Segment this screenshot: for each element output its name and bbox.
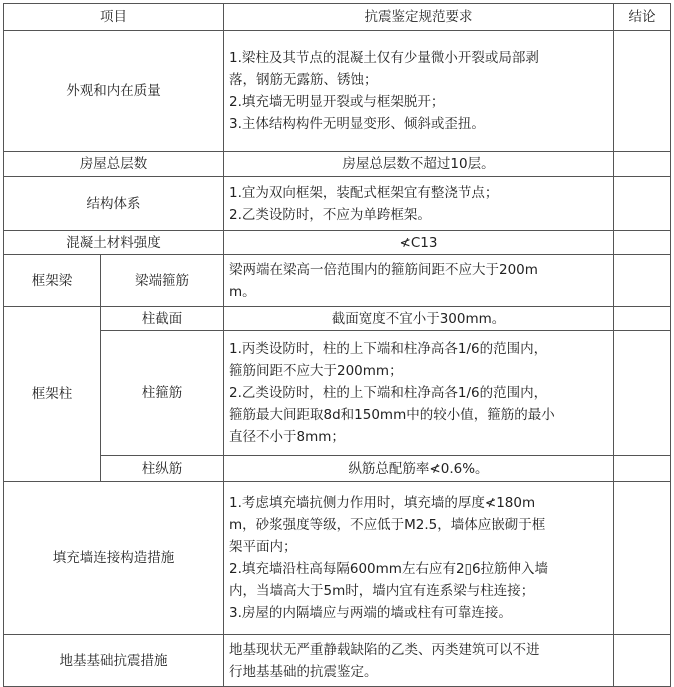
requirement-line: 箍筋最大间距取8d和150mm中的较小值，箍筋的最小 xyxy=(229,407,555,423)
group-label: 框架梁 xyxy=(4,255,101,307)
table-row xyxy=(4,31,671,152)
requirement-cell xyxy=(224,177,614,231)
result-cell xyxy=(614,152,671,177)
requirement-cell: 截面宽度不宜小于300mm。 xyxy=(224,307,614,331)
result-cell xyxy=(614,331,671,456)
requirement-line: m。 xyxy=(229,283,256,300)
requirement-line: 2.填充墙沿柱高每隔600mm左右应有2▯6拉筋伸入墙 xyxy=(229,561,549,577)
requirement-cell xyxy=(224,255,614,307)
result-cell xyxy=(614,231,671,255)
table-row xyxy=(4,456,671,482)
row-label: 柱截面 xyxy=(101,307,224,331)
header-row xyxy=(4,4,671,31)
requirement-cell xyxy=(224,31,614,152)
row-label: 柱纵筋 xyxy=(101,456,224,482)
table-row xyxy=(4,152,671,177)
group-label: 框架柱 xyxy=(4,307,101,482)
seismic-appraisal-table xyxy=(3,3,671,687)
requirement-cell: ≮C13 xyxy=(224,231,614,255)
table-row xyxy=(4,331,671,456)
requirement-line: 1.梁柱及其节点的混凝土仅有少量微小开裂或局部剥 xyxy=(229,50,539,66)
row-label: 结构体系 xyxy=(4,177,224,231)
requirement-line: 直径不小于8mm； xyxy=(229,429,345,445)
requirement-line: 3.主体结构构件无明显变形、倾斜或歪扭。 xyxy=(229,116,485,132)
requirement-cell xyxy=(224,635,614,687)
row-label: 柱箍筋 xyxy=(101,331,224,456)
table-row xyxy=(4,635,671,687)
table-row xyxy=(4,482,671,635)
row-label: 地基基础抗震措施 xyxy=(4,635,224,687)
requirement-line: 2.乙类设防时，柱的上下端和柱净高各1/6的范围内， xyxy=(229,385,548,401)
result-cell xyxy=(614,482,671,635)
result-cell xyxy=(614,177,671,231)
requirement-line: 1.丙类设防时，柱的上下端和柱净高各1/6的范围内， xyxy=(229,341,548,357)
requirement-line: 2.填充墙无明显开裂或与框架脱开； xyxy=(229,94,445,110)
requirement-line: 内，当墙高大于5m时，墙内宜有连系梁与柱连接； xyxy=(229,583,535,599)
requirement-cell xyxy=(224,482,614,635)
table-row xyxy=(4,255,671,307)
result-cell xyxy=(614,255,671,307)
row-label: 混凝土材料强度 xyxy=(4,231,224,255)
requirement-cell xyxy=(224,331,614,456)
header-item: 项目 xyxy=(4,4,224,31)
requirement-line: 梁两端在梁高一倍范围内的箍筋间距不应大于200m xyxy=(229,261,538,278)
row-label: 填充墙连接构造措施 xyxy=(4,482,224,635)
table-row xyxy=(4,231,671,255)
row-label: 外观和内在质量 xyxy=(4,31,224,152)
requirement-line: 行地基基础的抗震鉴定。 xyxy=(229,663,378,680)
requirement-line: 箍筋间距不应大于200mm； xyxy=(229,363,403,379)
table-row xyxy=(4,177,671,231)
result-cell xyxy=(614,31,671,152)
requirement-line: 1.考虑填充墙抗侧力作用时，填充墙的厚度≮180m xyxy=(229,495,536,511)
requirement-line: m，砂浆强度等级，不应低于M2.5，墙体应嵌砌于框 xyxy=(229,517,546,533)
header-requirement: 抗震鉴定规范要求 xyxy=(224,4,614,31)
row-label: 梁端箍筋 xyxy=(101,255,224,307)
result-cell xyxy=(614,456,671,482)
table-row xyxy=(4,307,671,331)
requirement-line: 1.宜为双向框架，装配式框架宜有整浇节点； xyxy=(229,184,499,201)
requirement-line: 2.乙类设防时，不应为单跨框架。 xyxy=(229,206,431,223)
requirement-line: 落，钢筋无露筋、锈蚀； xyxy=(229,72,378,88)
requirement-cell: 纵筋总配筋率≮0.6%。 xyxy=(224,456,614,482)
requirement-cell: 房屋总层数不超过10层。 xyxy=(224,152,614,177)
header-result: 结论 xyxy=(614,4,671,31)
result-cell xyxy=(614,635,671,687)
requirement-line: 地基现状无严重静载缺陷的乙类、丙类建筑可以不进 xyxy=(229,641,540,658)
result-cell xyxy=(614,307,671,331)
requirement-line: 3.房屋的内隔墙应与两端的墙或柱有可靠连接。 xyxy=(229,605,512,621)
requirement-line: 架平面内； xyxy=(229,539,297,555)
row-label: 房屋总层数 xyxy=(4,152,224,177)
